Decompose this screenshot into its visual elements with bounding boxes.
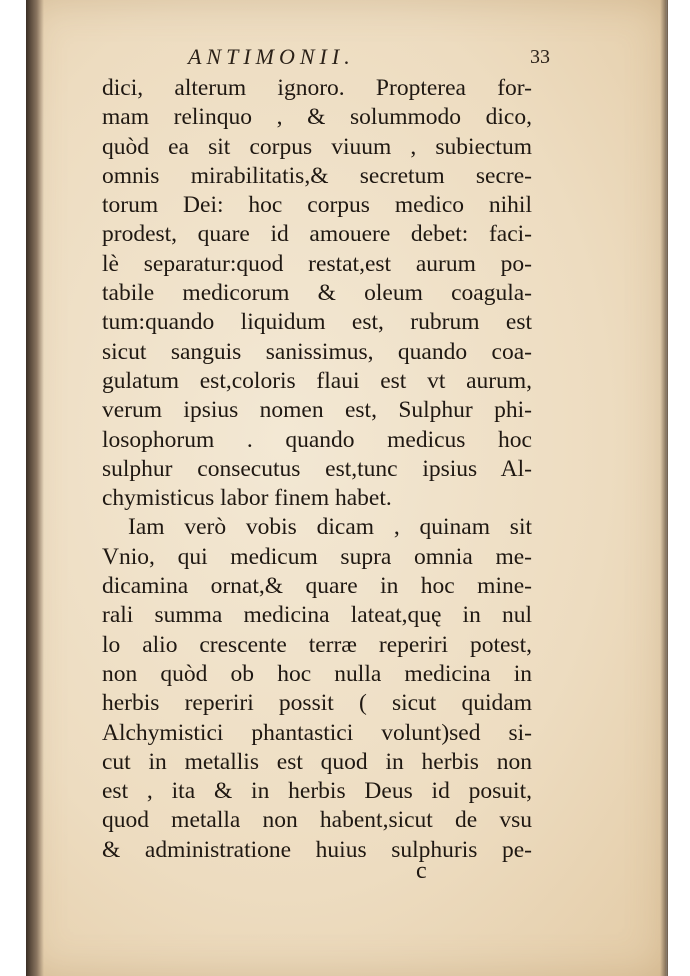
text-line: torum Dei: hoc corpus medico nihil (102, 192, 532, 219)
text-line: herbis reperiri possit ( sicut quidam (102, 690, 532, 717)
page-number: 33 (530, 46, 550, 68)
text-line: prodest, quare id amouere debet: faci- (102, 221, 532, 248)
text-line: Vnio, qui medicum supra omnia me- (102, 543, 532, 570)
text-line: Alchymistici phantastici volunt)sed si- (102, 719, 532, 746)
text-line: dici, alterum ignoro. Propterea for- (102, 75, 532, 101)
paragraph-start-line: Iam verò vobis dicam , quinam sit (128, 514, 532, 541)
running-head: ANTIMONII. (188, 44, 355, 69)
text-line: mam relinquo , & solummodo dico, (102, 104, 532, 131)
text-line: tum:quando liquidum est, rubrum est (102, 309, 532, 336)
text-line: tabile medicorum & oleum coagula- (102, 280, 532, 307)
text-line: verum ipsius nomen est, Sulphur phi- (102, 397, 532, 424)
text-line: & administratione huius sulphuris pe- (102, 836, 532, 863)
body-text (102, 74, 532, 865)
text-line: cut in metallis est quod in herbis non (102, 748, 532, 775)
page-gutter-shadow (26, 0, 44, 976)
text-line: rali summa medicina lateat,quę in nul (102, 602, 532, 629)
page-header (0, 42, 690, 78)
paragraph-end-line: chymisticus labor finem habet. (102, 485, 392, 512)
text-line: gulatum est,coloris flaui est vt aurum, (102, 367, 532, 394)
text-line: non quòd ob hoc nulla medicina in (102, 660, 532, 687)
text-line: quòd ea sit corpus viuum , subiectum (102, 133, 532, 160)
text-line: dicamina ornat,& quare in hoc mine- (102, 573, 532, 600)
text-line: sulphur consecutus est,tunc ipsius Al- (102, 455, 532, 482)
text-line: est , ita & in herbis Deus id posuit, (102, 778, 532, 805)
text-line: quod metalla non habent,sicut de vsu (102, 807, 532, 834)
text-line: sicut sanguis sanissimus, quando coa- (102, 338, 532, 365)
page-edge-shadow (660, 0, 668, 976)
signature-mark: c (416, 858, 427, 884)
text-line: omnis mirabilitatis,& secretum secre- (102, 162, 532, 189)
text-line: losophorum . quando medicus hoc (102, 426, 532, 453)
text-line: lo alio crescente terræ reperiri potest, (102, 631, 532, 658)
text-line: lè separatur:quod restat,est aurum po- (102, 250, 532, 277)
